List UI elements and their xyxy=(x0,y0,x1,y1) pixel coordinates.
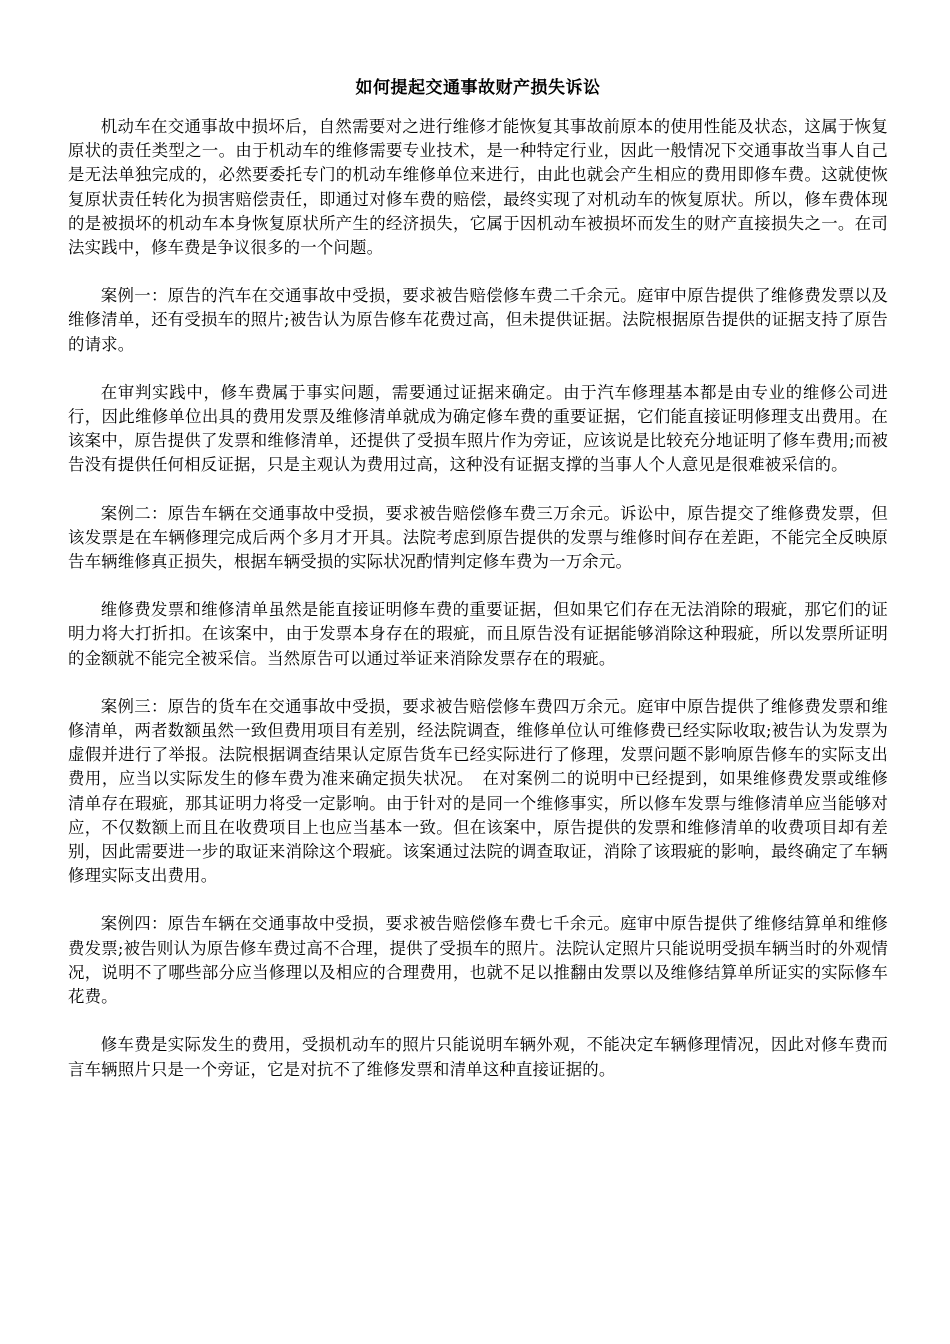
paragraph-analysis-1: 在审判实践中，修车费属于事实问题，需要通过证据来确定。由于汽车修理基本都是由专业的维修公司进行，因此维修单位出具的费用发票及维修清单就成为确定修车费的重要证据，它们能直接证明修理支出费用。在该案中，原告提供了发票和维修清单，还提供了受损车照片作为旁证，应该说是比较充分地证明了修车费用;而被告没有提供任何相反证据，只是主观认为费用过高，这种没有证据支撑的当事人个人意见是很难被采信的。 xyxy=(68,382,888,475)
paragraph-case-1: 案例一：原告的汽车在交通事故中受损，要求被告赔偿修车费二千余元。庭审中原告提供了维修费发票以及维修清单，还有受损车的照片;被告认为原告修车花费过高，但未提供证据。法院根据原告提供的证据支持了原告的请求。 xyxy=(68,286,888,354)
paragraph-analysis-2: 维修费发票和维修清单虽然是能直接证明修车费的重要证据，但如果它们存在无法消除的瑕疵，那它们的证明力将大打折扣。在该案中，由于发票本身存在的瑕疵，而且原告没有证据能够消除这种瑕疵，所以发票所证明的金额就不能完全被采信。当然原告可以通过举证来消除发票存在的瑕疵。 xyxy=(68,600,888,668)
document-title: 如何提起交通事故财产损失诉讼 xyxy=(355,78,601,98)
paragraph-case-2: 案例二：原告车辆在交通事故中受损，要求被告赔偿修车费三万余元。诉讼中，原告提交了维修费发票，但该发票是在车辆修理完成后两个多月才开具。法院考虑到原告提供的发票与维修时间存在差距，不能完全反映原告车辆维修真正损失，根据车辆受损的实际状况酌情判定修车费为一万余元。 xyxy=(68,503,888,572)
paragraph-intro: 机动车在交通事故中损坏后，自然需要对之进行维修才能恢复其事故前原本的使用性能及状态，这属于恢复原状的责任类型之一。由于机动车的维修需要专业技术，是一种特定行业，因此一般情况下交通事故当事人自己是无法单独完成的，必然要委托专门的机动车维修单位来进行，由此也就会产生相应的费用即修车费。这就使恢复原状责任转化为损害赔偿责任，即通过对修车费的赔偿，最终实现了对机动车的恢复原状。所以，修车费体现的是被损坏的机动车本身恢复原状所产生的经济损失，它属于因机动车被损坏而发生的财产直接损失之一。在司法实践中，修车费是争议很多的一个问题。 xyxy=(68,117,888,258)
paragraph-case-3: 案例三：原告的货车在交通事故中受损，要求被告赔偿修车费四万余元。庭审中原告提供了维修费发票和维修清单，两者数额虽然一致但费用项目有差别，经法院调查，维修单位认可维修费已经实际收取;被告认为发票为虚假并进行了举报。法院根据调查结果认定原告货车已经实际进行了修理，发票问题不影响原告修车的实际支出费用，应当以实际发生的修车费为准来确定损失状况。 在对案例二的说明中已经提到，如果维修费发票或维修清单存在瑕疵，那其证明力将受一定影响。由于针对的是同一个维修事实，所以修车发票与维修清单应当能够对应，不仅数额上而且在收费项目上也应当基本一致。但在该案中，原告提供的发票和维修清单的收费项目却有差别，因此需要进一步的取证来消除这个瑕疵。该案通过法院的调查取证，消除了该瑕疵的影响，最终确定了车辆修理实际支出费用。 xyxy=(68,696,888,886)
paragraph-conclusion: 修车费是实际发生的费用，受损机动车的照片只能说明车辆外观，不能决定车辆修理情况，因此对修车费而言车辆照片只是一个旁证，它是对抗不了维修发票和清单这种直接证据的。 xyxy=(68,1035,888,1079)
paragraph-case-4: 案例四：原告车辆在交通事故中受损，要求被告赔偿修车费七千余元。庭审中原告提供了维修结算单和维修费发票;被告则认为原告修车费过高不合理，提供了受损车的照片。法院认定照片只能说明受损车辆当时的外观情况，说明不了哪些部分应当修理以及相应的合理费用，也就不足以推翻由发票以及维修结算单所证实的实际修车花费。 xyxy=(68,914,888,1007)
